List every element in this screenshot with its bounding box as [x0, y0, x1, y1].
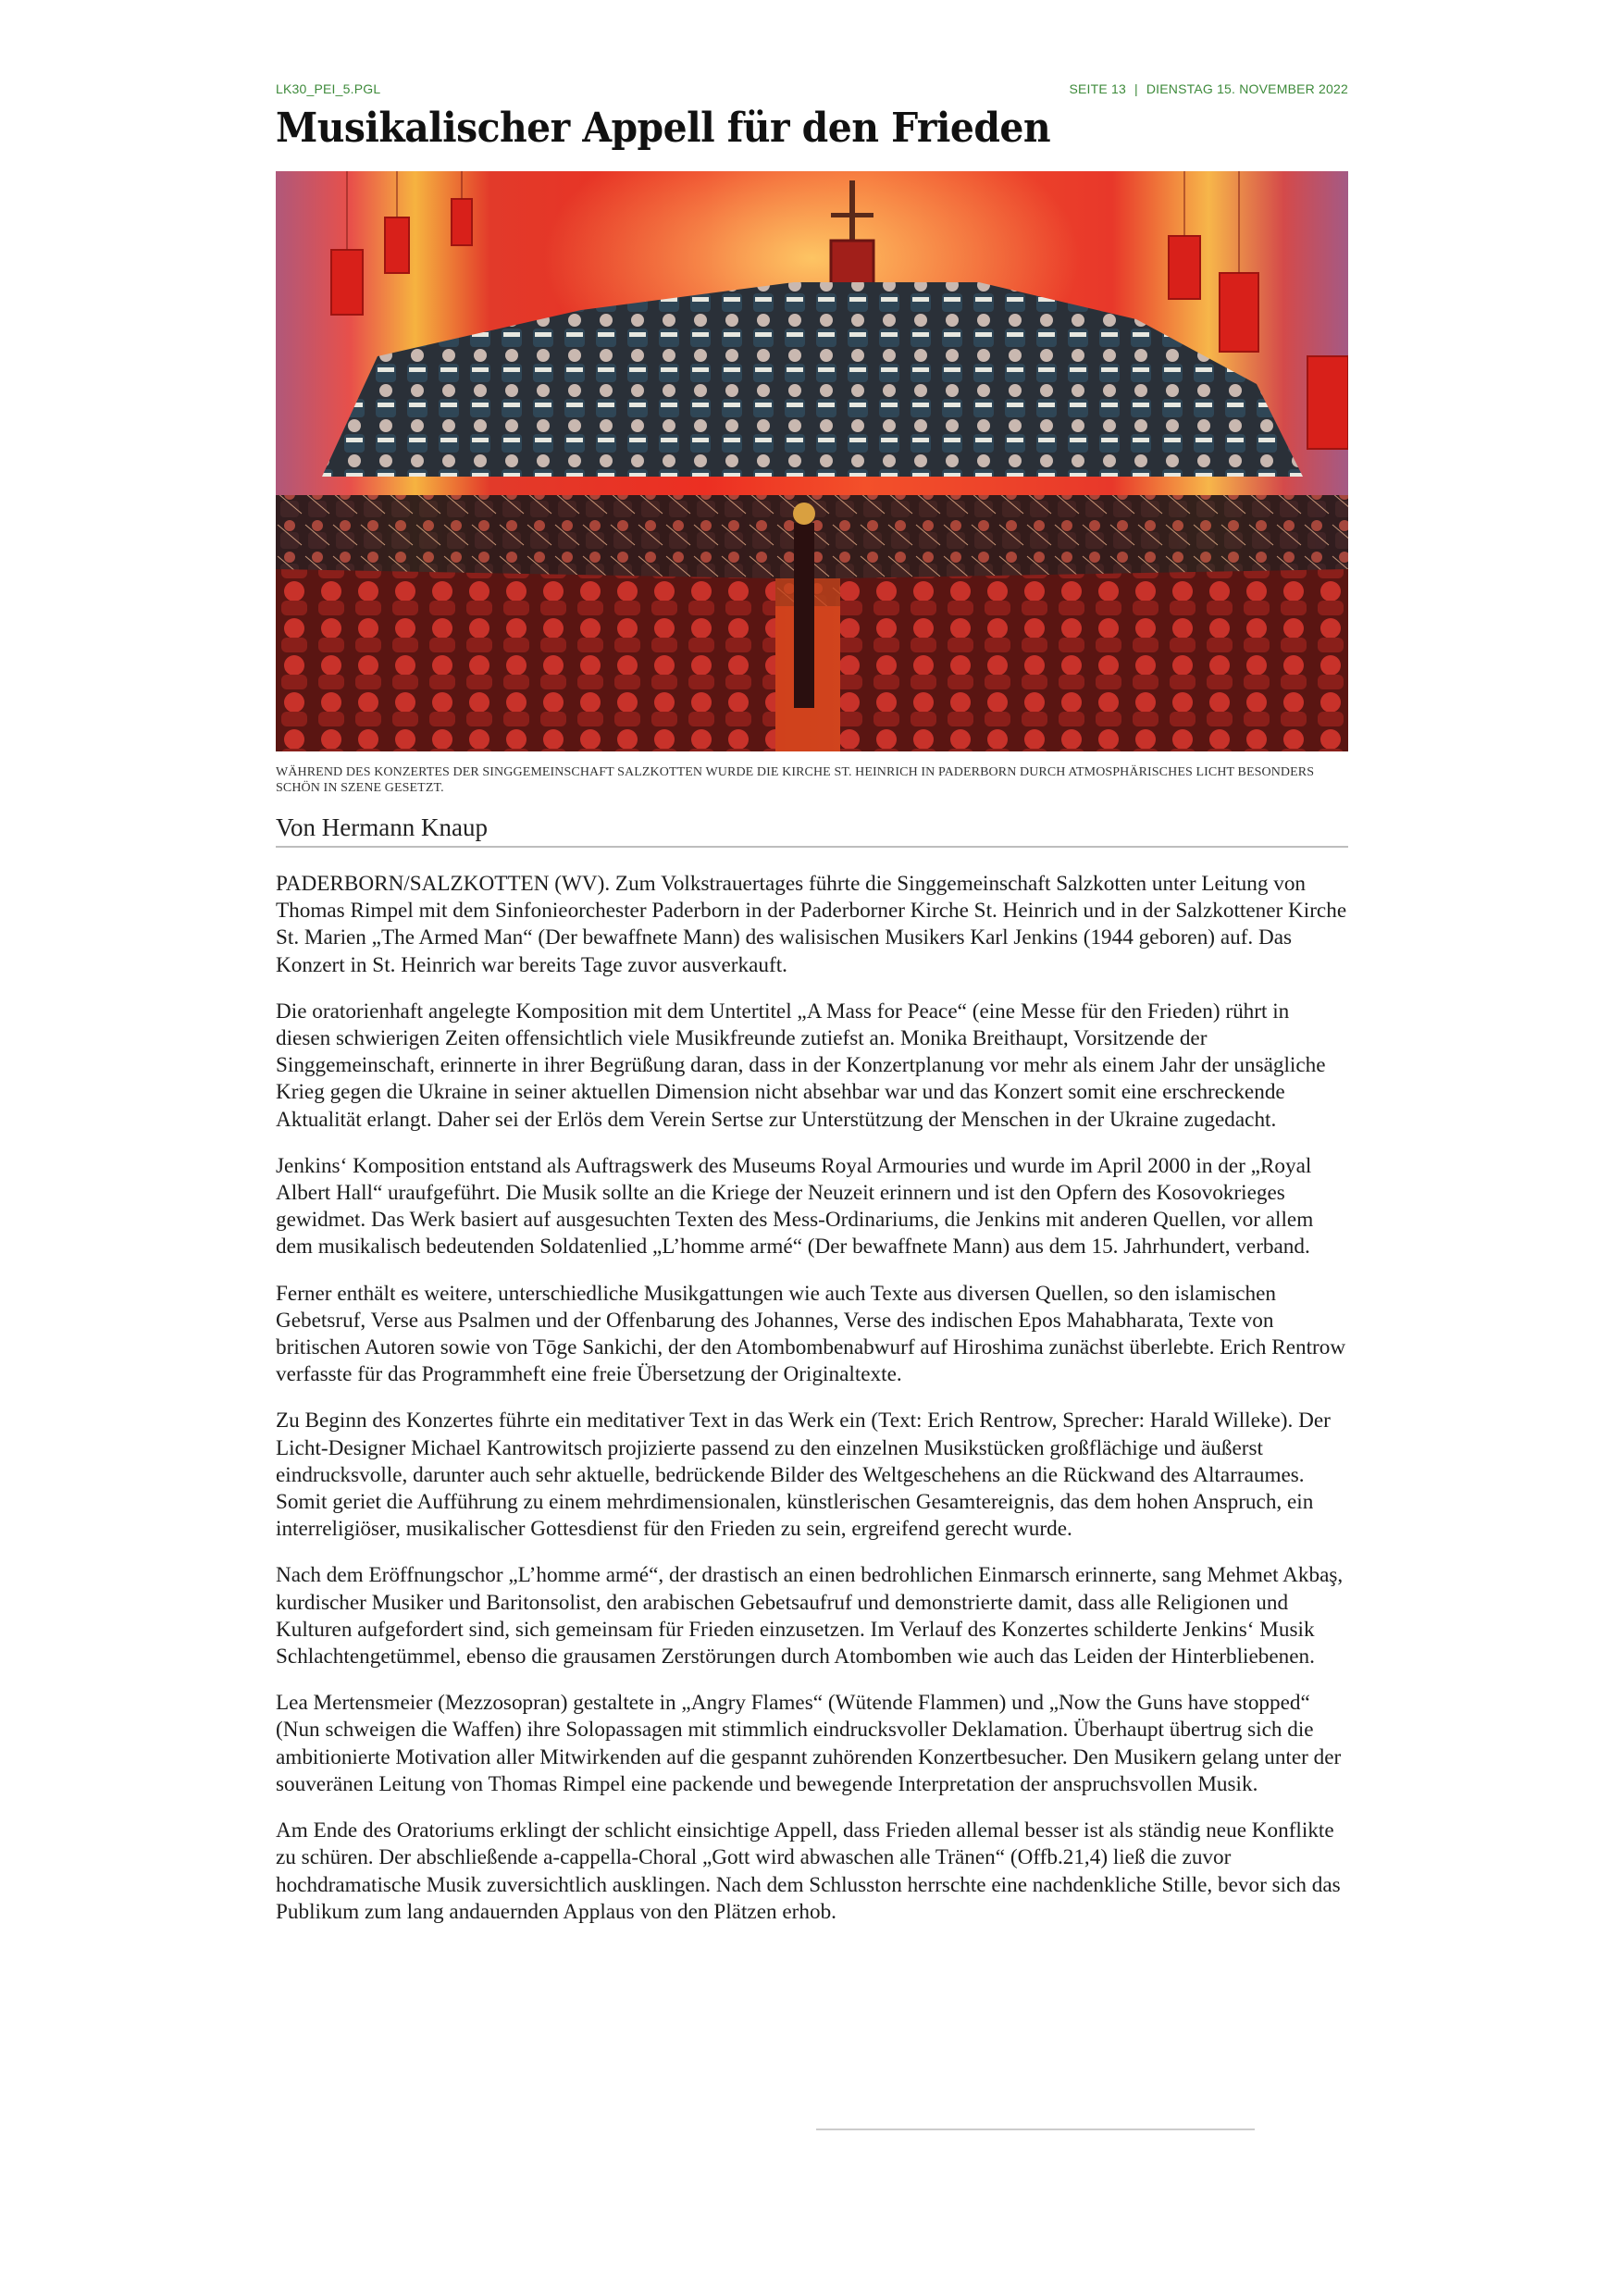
- article-paragraph: Die oratorienhaft angelegte Komposition mit dem Untertitel „A Mass for Peace“ (eine Messe für den Frieden) rührt in diesen schwierigen Zeiten offensichtlich viele Musikfreunde zutiefst an. Monika Breithaupt, Vorsitzende der Singgemeinschaft, erinnerte in ihrer Begrüßung daran, dass in der Konzertplanung vor mehr als einem Jahr der unsägliche Krieg gegen die Ukraine in seiner aktuellen Dimension nicht absehbar war und das Konzert somit eine erschreckende Aktualität erlangt. Daher sei der Erlös dem Verein Sertse zur Unterstützung der Menschen in der Ukraine zugedacht.: [276, 999, 1326, 1132]
- article-paragraph: PADERBORN/SALZKOTTEN (WV). Zum Volkstrauertages führte die Singgemeinschaft Salzkotten unter Leitung von Thomas Rimpel mit dem Sinfonieorchester Paderborn in der Paderborner Kirche St. Heinrich und in der Salzkottener Kirche St. Marien „The Armed Man“ (Der bewaffnete Mann) des walisischen Musikers Karl Jenkins (1944 geboren) auf. Das Konzert in St. Heinrich war bereits Tage zuvor ausverkauft.: [276, 872, 1347, 977]
- article-paragraph: Lea Mertensmeier (Mezzosopran) gestaltete in „Angry Flames“ (Wütende Flammen) und „Now the Guns have stopped“ (Nun schweigen die Waffen) ihre Solopassagen mit stimmlich eindrucksvoller Deklamation. Überhaupt übertrug sich die ambitionierte Motivation aller Mitwirkenden auf die gespannt zuhörenden Konzertbesucher. Den Musikern gelang unter der souveränen Leitung von Thomas Rimpel eine packende und bewegende Interpretation der anspruchsvollen Musik.: [276, 1691, 1342, 1796]
- concert-photo: [276, 171, 1348, 751]
- page-date-info: [1069, 81, 1348, 96]
- author-byline: Von Hermann Knaup: [276, 813, 1348, 848]
- header-separator: |: [1134, 81, 1138, 96]
- article-paragraph: Jenkins‘ Komposition entstand als Auftragswerk des Museums Royal Armouries und wurde im April 2000 in der „Royal Albert Hall“ uraufgeführt. Die Musik sollte an die Kriege der Neuzeit erinnern und ist den Opfern des Kosovokrieges gewidmet. Das Werk basiert auf ausgesuchten Texten des Mess-Ordinariums, die Jenkins mit anderen Quellen, vor allem dem musikalisch bedeutenden Soldatenlied „L’homme armé“ (Der bewaffnete Mann) aus dem 15. Jahrhundert, verband.: [276, 1153, 1314, 1260]
- article-body: [276, 871, 1348, 1945]
- article-paragraph: Zu Beginn des Konzertes führte ein meditativer Text in das Werk ein (Text: Erich Rentrow, Sprecher: Harald Willeke). Der Licht-Designer Michael Kantrowitsch projizierte passend zu den einzelnen Musikstücken großflächige und äußerst eindrucksvolle, darunter auch sehr aktuelle, bedrückende Bilder des Weltgeschehens an die Rückwand des Altarraumes. Somit geriet die Aufführung zu einem mehrdimensionalen, künstlerischen Gesamtereignis, das dem hohen Anspruch, ein interreligiöser, musikalischer Gottesdienst für den Frieden zu sein, ergreifend gerecht wurde.: [276, 1409, 1331, 1542]
- photo-caption: WÄHREND DES KONZERTES DER SINGGEMEINSCHAFT SALZKOTTEN WURDE DIE KIRCHE ST. HEINRICH IN PADERBORN DURCH ATMOSPHÄRISCHES LICHT BESONDERS SCHÖN IN SZENE GESETZT.: [276, 765, 1315, 795]
- page-header: [276, 81, 1348, 100]
- page-number: SEITE 13: [1069, 81, 1127, 96]
- article-paragraph: Nach dem Eröffnungschor „L’homme armé“, der drastisch an einen bedrohlichen Einmarsch erinnerte, sang Mehmet Akbaş, kurdischer Musiker und Baritonsolist, den arabischen Gebetsaufruf und demonstrierte damit, dass alle Religionen und Kulturen aufgefordert sind, sich gemeinsam für Frieden einzusetzen. Im Verlauf des Konzertes schilderte Jenkins‘ Musik Schlachtengetümmel, ebenso die grausamen Zerstörungen durch Atombomben wie auch das Leiden der Hinterbliebenen.: [276, 1563, 1344, 1669]
- article-paragraph: Ferner enthält es weitere, unterschiedliche Musikgattungen wie auch Texte aus diversen Quellen, so den islamischen Gebetsruf, Verse aus Psalmen und der Offenbarung des Johannes, Verse des indischen Epos Mahabharata, Texte von britischen Autoren sowie von Tōge Sankichi, der den Atombombenabwurf auf Hiroshima zunächst überlebte. Erich Rentrow verfasste für das Programmheft eine freie Übersetzung der Originaltexte.: [276, 1281, 1346, 1387]
- concert-photo-illustration: [276, 171, 1348, 751]
- file-label: LK30_PEI_5.PGL: [276, 81, 381, 96]
- issue-date: DIENSTAG 15. NOVEMBER 2022: [1146, 81, 1348, 96]
- article-headline: Musikalischer Appell für den Frieden: [276, 105, 1051, 152]
- article-paragraph: Am Ende des Oratoriums erklingt der schlicht einsichtige Appell, dass Frieden allemal besser ist als ständig neue Konflikte zu schüren. Der abschließende a-cappella-Choral „Gott wird abwaschen alle Tränen“ (Offb.21,4) ließ die zuvor hochdramatische Musik zuversichtlich ausklingen. Nach dem Schlusston herrschte eine nachdenkliche Stille, bevor sich das Publikum zum lang andauernden Applaus von den Plätzen erhob.: [276, 1818, 1341, 1924]
- footer-divider: [816, 2128, 1255, 2130]
